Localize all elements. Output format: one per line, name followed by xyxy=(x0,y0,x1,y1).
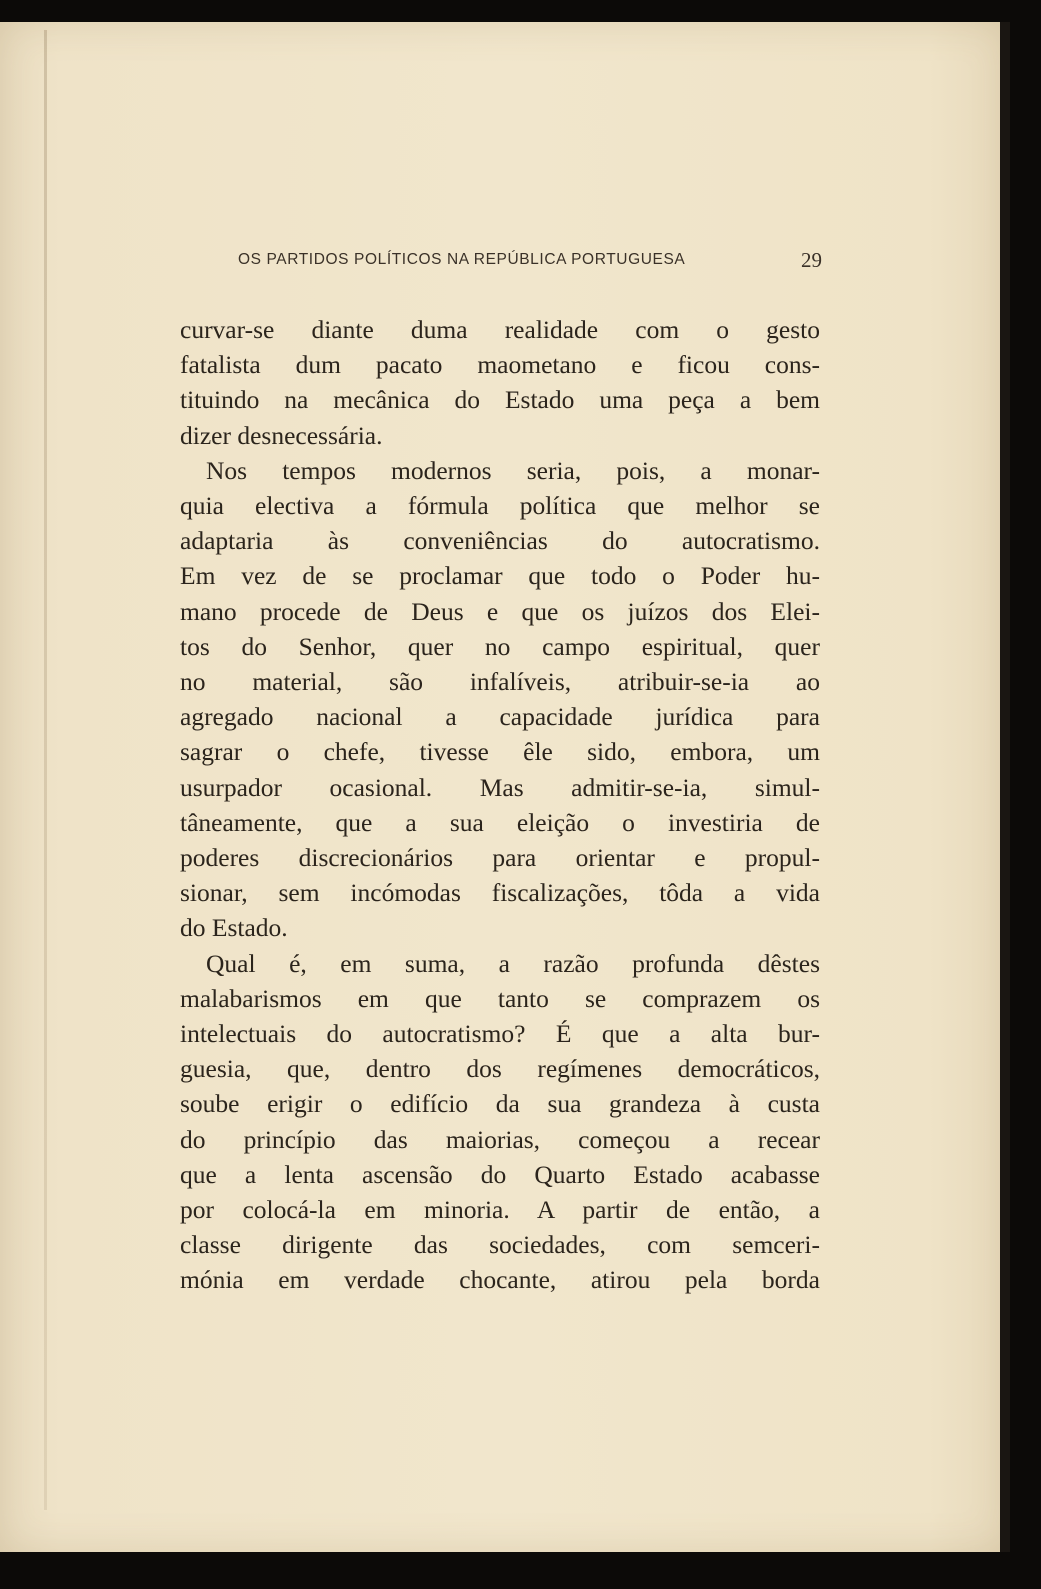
text-line: Qual é, em suma, a razão profunda dêstes xyxy=(206,948,820,978)
page-number: 29 xyxy=(801,248,822,272)
text-line: intelectuais do autocratismo? É que a alta bur- xyxy=(180,1019,820,1049)
text-line: tos do Senhor, quer no campo espiritual, quer xyxy=(180,631,820,661)
text-line: do princípio das maiorias, começou a recear xyxy=(180,1124,820,1154)
body-text xyxy=(180,312,820,1298)
text-line: tituindo na mecânica do Estado uma peça a bem xyxy=(180,385,820,415)
text-line: que a lenta ascensão do Quarto Estado acabasse xyxy=(180,1159,820,1189)
text-line: poderes discrecionários para orientar e propul- xyxy=(180,843,820,873)
text-line: no material, são infalíveis, atribuir-se-ia ao xyxy=(180,667,820,697)
text-line: mano procede de Deus e que os juízos dos Elei- xyxy=(180,596,820,626)
text-line: Em vez de se proclamar que todo o Poder hu- xyxy=(180,561,820,591)
text-line: do Estado. xyxy=(180,913,288,943)
text-line: malabarismos em que tanto se comprazem os xyxy=(180,983,820,1013)
text-line: soube erigir o edifício da sua grandeza à custa xyxy=(180,1089,820,1119)
text-line: fatalista dum pacato maometano e ficou cons- xyxy=(180,350,820,380)
text-line: dizer desnecessária. xyxy=(180,420,383,450)
page-right-edge xyxy=(1000,22,1010,1552)
text-line: adaptaria às conveniências do autocratismo. xyxy=(180,526,820,556)
running-head-title: OS PARTIDOS POLÍTICOS NA REPÚBLICA PORTUGUESA xyxy=(238,251,686,268)
text-line: sagrar o chefe, tivesse êle sido, embora, um xyxy=(180,737,820,767)
text-line: Nos tempos modernos seria, pois, a monar- xyxy=(206,455,820,485)
text-line: curvar-se diante duma realidade com o gesto xyxy=(180,315,820,344)
text-line: sionar, sem incómodas fiscalizações, tôda a vida xyxy=(180,878,820,908)
text-line: quia electiva a fórmula política que melhor se xyxy=(180,491,820,521)
text-line: usurpador ocasional. Mas admitir-se-ia, simul- xyxy=(180,772,820,802)
text-line: classe dirigente das sociedades, com semceri- xyxy=(180,1230,820,1260)
text-line: tâneamente, que a sua eleição o investiria de xyxy=(180,807,820,837)
text-line: guesia, que, dentro dos regímenes democráticos, xyxy=(180,1054,820,1084)
text-line: agregado nacional a capacidade jurídica para xyxy=(180,702,820,732)
text-line: por colocá-la em minoria. A partir de então, a xyxy=(180,1195,820,1225)
page-gutter-shadow xyxy=(44,30,47,1510)
text-line: mónia em verdade chocante, atirou pela borda xyxy=(180,1265,820,1295)
